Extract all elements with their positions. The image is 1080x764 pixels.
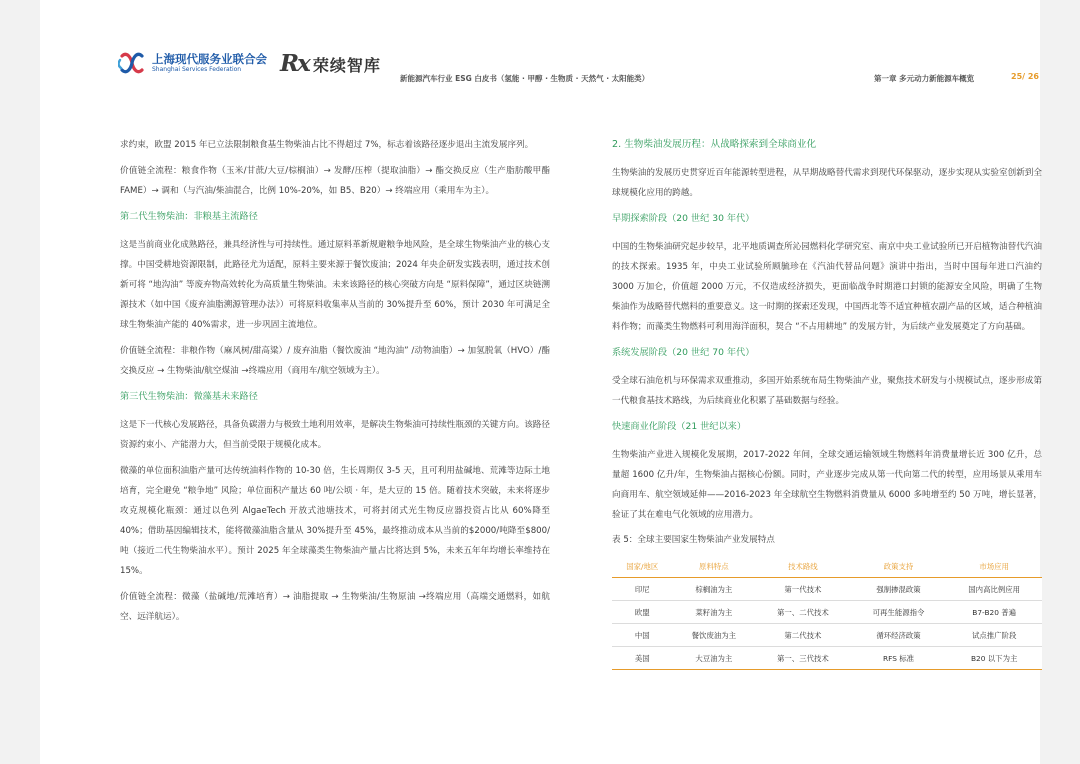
paragraph: 生物柴油产业进入规模化发展期，2017-2022 年间，全球交通运输领域生物燃料年消费量增长近 300 亿升，总量超 1600 亿升/年，生物柴油占据核心份额。同时，产业逐步完成从第一代向第二代的转型，应用场景从乘用车向商用车、航空领域延伸——2016-2023 年全球航空生物燃料消费量从 6000 多吨增至约 50 万吨，增长显著，验证了其在难电气化领域的应用潜力。 [612,450,1042,520]
table-cell: 第一、三代技术 [755,647,851,670]
paragraph: 价值链全流程：粮食作物（玉米/甘蔗/大豆/棕榈油）→ 发酵/压榨（提取油脂）→ 酯交换反应（生产脂肪酸甲酯 FAME）→ 调和（与汽油/柴油混合，比例 10%-20%，如 B5、B20）→ 终端应用（乘用车为主）。 [120,166,550,196]
table-cell: 强制掺混政策 [851,578,947,601]
table-cell: 大豆油为主 [673,647,755,670]
ssf-logo-icon [118,52,146,74]
table-cell: 第一代技术 [755,578,851,601]
org2-name: 荣续智库 [312,55,381,75]
ssf-logo [118,52,267,74]
table-header-cell: 市场应用 [946,555,1042,578]
table-cell: 餐饮废油为主 [673,624,755,647]
document-title: 新能源汽车行业 ESG 白皮书（氢能 · 甲醇 · 生物质 · 天然气 · 太阳能类） [400,74,650,83]
stage-heading: 系统发展阶段（20 世纪 70 年代） [612,347,755,358]
table-cell: 棕榈油为主 [673,578,755,601]
paragraph: 价值链全流程：微藻（盐碱地/荒滩培育）→ 油脂提取 → 生物柴油/生物原油 →终端应用（高端交通燃料，如航空、远洋航运）。 [120,592,550,622]
table-cell: 菜籽油为主 [673,601,755,624]
table-header-cell: 政策支持 [851,555,947,578]
table-cell: 国内高比例应用 [946,578,1042,601]
table-cell: RFS 标准 [851,647,947,670]
table-cell: 第一、二代技术 [755,601,851,624]
table-header-cell: 原料特点 [673,555,755,578]
org1-name: 上海现代服务业联合会 [152,52,267,66]
section-heading: 第二代生物柴油：非粮基主流路径 [120,211,258,222]
table-cell: 印尼 [612,578,673,601]
table-cell: B7-B20 普遍 [946,601,1042,624]
org1-en-name: Shanghai Services Federation [152,66,242,73]
biodiesel-country-table [612,555,1042,670]
right-column [612,135,1042,670]
chapter-title: 第一章 多元动力新能源车概览 [874,74,975,83]
table-row [612,601,1042,624]
table-row [612,647,1042,670]
table-cell: B20 以下为主 [946,647,1042,670]
table-header-row [612,555,1042,578]
table-cell: 可再生能源指令 [851,601,947,624]
table-cell: 中国 [612,624,673,647]
paragraph: 价值链全流程：非粮作物（麻风树/甜高粱）/ 废弃油脂（餐饮废油 “地沟油” /动物油脂）→ 加氢脱氧（HVO）/酯交换反应 → 生物柴油/航空煤油 →终端应用（商用车/航空领域为主）。 [120,346,550,376]
main-section-heading: 2. 生物柴油发展历程：从战略探索到全球商业化 [612,139,817,150]
document-page [40,0,1040,764]
table-cell: 循环经济政策 [851,624,947,647]
table-header-cell: 国家/地区 [612,555,673,578]
left-column [120,135,550,633]
table-cell: 试点推广阶段 [946,624,1042,647]
paragraph: 受全球石油危机与环保需求双重推动，多国开始系统布局生物柴油产业，聚焦技术研发与小规模试点，逐步形成第一代粮食基技术路线，为后续商业化积累了基础数据与经验。 [612,376,1042,406]
table-row [612,578,1042,601]
paragraph: 生物柴油的发展历史贯穿近百年能源转型进程，从早期战略替代需求到现代环保驱动，逐步实现从实验室创新到全球规模化应用的跨越。 [612,168,1042,198]
paragraph: 这是当前商业化成熟路径，兼具经济性与可持续性。通过原料革新规避粮争地风险，是全球生物柴油产业的核心支撑。中国受耕地资源限制，此路径尤为适配，原料主要来源于餐饮废油；2024 年央企研发实践表明，通过技术创新可将 “地沟油” 等废弃物高效转化为高质量生物柴油。未来该路径的核心突破方向是 “原料保障”，通过区块链溯源技术（如中国《废弃油脂溯源管理办法》）可将原料收集率从当前的 30%提升至 60%，预计 2030 年可满足全球生物柴油产能的 40%需求，进一步巩固主流地位。 [120,240,550,330]
stage-heading: 早期探索阶段（20 世纪 30 年代） [612,213,755,224]
table-caption: 表 5：全球主要国家生物柴油产业发展特点 [612,535,775,545]
table-cell: 美国 [612,647,673,670]
section-heading: 第三代生物柴油：微藻基未来路径 [120,391,258,402]
table-cell: 第二代技术 [755,624,851,647]
table-row [612,624,1042,647]
paragraph: 这是下一代核心发展路径，具备负碳潜力与极致土地利用效率，是解决生物柴油可持续性瓶颈的关键方向。该路径资源约束小、产能潜力大，但当前受限于规模化成本。 [120,420,550,450]
stage-heading: 快速商业化阶段（21 世纪以来） [612,421,747,432]
paragraph: 求约束，欧盟 2015 年已立法限制粮食基生物柴油占比不得超过 7%，标志着该路径逐步退出主流发展序列。 [120,140,534,150]
paragraph: 微藻的单位面积油脂产量可达传统油料作物的 10-30 倍，生长周期仅 3-5 天，且可利用盐碱地、荒滩等边际土地培育，完全避免 “粮争地” 风险；单位面积产量达 60 吨/公顷 · 年，是大豆的 15 倍。随着技术突破，未来将逐步攻克规模化瓶颈：通过以色列 AlgaeTech 开放式池塘技术，可将封闭式光生物反应器投资占比从 60%降至 40%；借助基因编辑技术，能将微藻油脂含量从 30%提升至 45%，最终推动成本从当前的$2000/吨降至$800/吨（接近二代生物柴油水平）。预计 2025 年全球藻类生物柴油产量占比将达到 5%，未来五年年均增长率维持在 15%。 [120,466,550,576]
rx-mark: Rx [280,50,309,77]
page-number: 25/ 26 [1011,72,1039,81]
paragraph: 中国的生物柴油研究起步较早，北平地质调查所沁园燃料化学研究室、南京中央工业试验所已开启植物油替代汽油的技术探索。1935 年，中央工业试验所顾毓珍在《汽油代替品问题》演讲中指出，当时中国每年进口汽油约 3000 万加仑，价值超 2000 万元，不仅造成经济损失，更面临战争时期港口封锁的能源安全风险，明确了生物柴油作为战略替代燃料的重要意义。这一时期的探索还发现，中国西北等不适宜种植农副产品的区域，适合种植油料作物；而藻类生物燃料可利用海洋面积，契合 “不占用耕地” 的发展方针，为后续产业发展奠定了方向基础。 [612,242,1042,332]
rongxu-logo [280,52,381,76]
page-header [118,50,1039,90]
table-cell: 欧盟 [612,601,673,624]
table-header-cell: 技术路线 [755,555,851,578]
